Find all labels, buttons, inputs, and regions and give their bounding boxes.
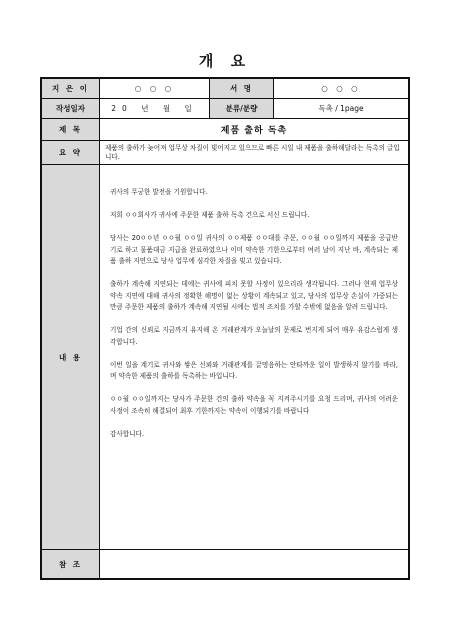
content-label: 내 용	[42, 165, 100, 549]
date-value: 20 년 월 일	[100, 99, 210, 118]
content-paragraph: 귀사의 무궁한 발전을 기원합니다.	[110, 188, 208, 196]
row-summary	[42, 141, 408, 165]
signature-label: 서 명	[210, 79, 274, 98]
content-paragraph: 이번 일을 계기로 귀사와 쌓은 신뢰와 거래관계를 끌멍음하는 안타까운 일이 발생하지 않기를 바라,며 약속한 제품의 출하를 독촉하는 바입니다.	[110, 360, 398, 380]
content-body	[100, 165, 408, 549]
subject-value: 제품 출하 독촉	[220, 126, 288, 136]
row-reference	[42, 550, 408, 578]
category-value: 독촉 / 1page	[318, 104, 364, 113]
content-paragraph: 기업 간의 신뢰로 지금까지 유지해 온 거래관계가 오늘날의 문제로 번지게 되어 매우 유감스럽게 생각합니다.	[110, 326, 398, 346]
summary-value: 제품의 출하가 늦어져 업무상 차질이 빚어지고 있으므로 빠른 시일 내 제품을 출하해달라는 독촉의 글입니다.	[105, 143, 400, 161]
row-author	[42, 79, 408, 99]
content-paragraph: 당사는 20ㅇㅇ년 ㅇㅇ월 ㅇㅇ일 귀사의 ㅇㅇ제품 ㅇㅇ대를 주문, ㅇㅇ월 ㅇㅇ일까지 제품을 공급받기로 하고 물품대금 지급을 완료하였으나 이미 약속한 기한으로부터 여러 날이 지난 바, 계속되는 제품 출하 지연으로 당사 업무에 심각한 차질을 빚고 있습니다.	[110, 234, 398, 265]
document-title: 개 요	[198, 52, 252, 70]
summary-label: 요 약	[42, 141, 100, 164]
content-paragraph: 감사합니다.	[110, 429, 144, 438]
signature-value: ○ ○ ○	[321, 84, 361, 93]
reference-value	[100, 550, 408, 578]
row-subject	[42, 119, 408, 141]
author-value: ○ ○ ○	[100, 79, 210, 98]
overview-form-table	[40, 77, 410, 580]
row-content	[42, 165, 408, 550]
date-label: 작성일자	[42, 99, 100, 118]
content-paragraph: ㅇㅇ월 ㅇㅇ일까지는 당사가 주문한 건의 출하 약속을 꼭 지켜주시기를 요청 드리며, 귀사의 어려운 사정이 조속히 해결되어 최후 기한까지는 약속이 이행되기를 바랍니다	[110, 395, 398, 415]
content-paragraph: 출하가 계속해 지연되는 데에는 귀사에 피치 못할 사정이 있으리라 생각됩니다. 그러나 현재 업무상 약속 지연에 대해 귀사의 정확한 해명이 없는 상황이 계속되고 있고, 당사의 업무상 손실이 가중되는 만큼 주문한 제품의 출하가 계속해 지연될 시에는 법적 조치를 가할 수밖에 없음을 알려 드립니다.	[110, 280, 398, 311]
subject-label: 제 목	[42, 119, 100, 140]
row-date	[42, 99, 408, 119]
author-label: 지 은 이	[42, 79, 100, 98]
category-label: 분류/분량	[210, 99, 274, 118]
content-paragraph: 저희 ㅇㅇ회사가 귀사에 주문한 제품 출하 독촉 건으로 서신 드립니다.	[110, 211, 310, 219]
reference-label: 참 조	[42, 550, 100, 578]
